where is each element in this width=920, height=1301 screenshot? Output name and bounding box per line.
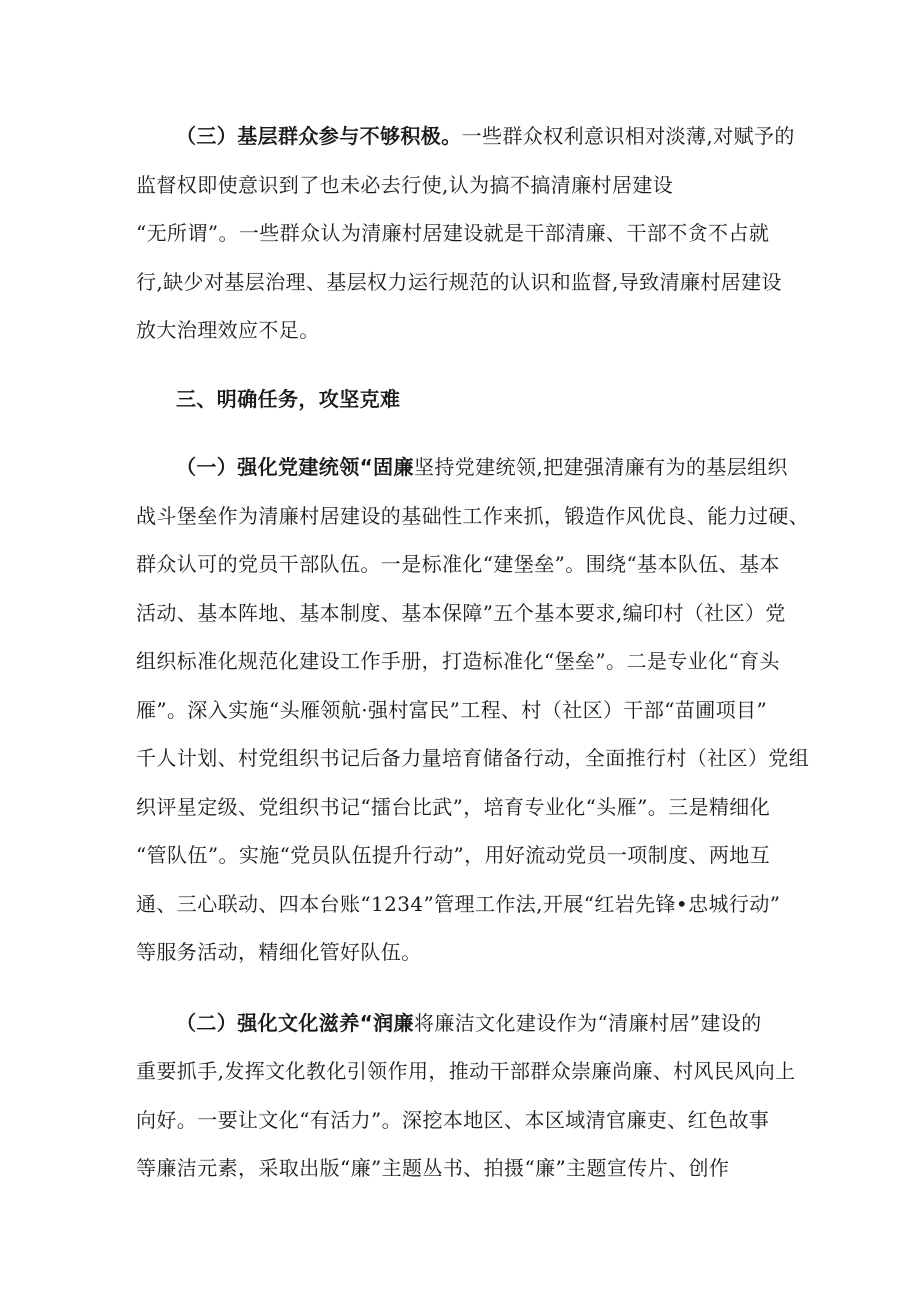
paragraph-line: 等服务活动，精细化管好队伍。 [136,940,422,964]
document-page [136,112,810,1193]
paragraph-text: 坚持党建统领,把建强清廉有为的基层组织 [413,455,788,479]
paragraph-lead: （一）强化党建统领“固廉 [176,455,414,479]
paragraph-line: 织评星定级、党组织书记“擂台比武”，培育专业化“头雁”。三是精细化 [136,794,771,819]
paragraph-line: 监督权即使意识到了也未必去行使,认为搞不搞清廉村居建设 [136,172,674,197]
paragraph-line: 战斗堡垒作为清廉村居建设的基础性工作来抓，锻造作风优良、能力过硬、 [136,503,810,528]
paragraph-culture [136,999,796,1193]
paragraph-line: 组织标准化规范化建设工作手册，打造标准化“堡垒”。二是专业化“育头 [136,649,780,673]
paragraph-lead: （三）基层群众参与不够积极。 [176,124,462,148]
spacer [136,977,791,999]
paragraph-line: 放大治理效应不足。 [136,318,320,342]
paragraph-line: 雁”。深入实施“头雁领航·强村富民”工程、村（社区）干部“苗圃项目” [136,697,768,722]
paragraph-text: 将廉洁文化建设作为“清廉村居”建设的 [413,1010,762,1035]
paragraph-line: 通、三心联动、四本台账“1234”管理工作法,开展“红岩先锋•忠城行动” [136,891,781,916]
paragraph-line [136,999,791,1048]
paragraph-lead: （二）强化文化滋养“润廉 [176,1010,414,1035]
section-heading: 三、明确任务，攻坚克难 [176,386,401,411]
paragraph-grassroots-participation [136,112,795,355]
spacer [136,423,791,443]
paragraph-text: 一些群众权利意识相对淡薄,对赋予的 [461,124,795,148]
paragraph-line [136,112,795,161]
paragraph-line [136,443,791,492]
paragraph-line: “无所谓”。一些群众认为清廉村居建设就是干部清廉、干部不贪不占就 [136,221,770,245]
paragraph-line: 等廉洁元素，采取出版“廉”主题丛书、拍摄“廉”主题宣传片、创作 [136,1156,730,1180]
paragraph-line: 行,缺少对基层治理、基层权力运行规范的认识和监督,导致清廉村居建设 [136,269,782,294]
paragraph-line: 群众认可的党员干部队伍。一是标准化“建堡垒”。围绕“基本队伍、基本 [136,552,780,576]
paragraph-line: “管队伍”。实施“党员队伍提升行动”，用好流动党员一项制度、两地互 [136,843,771,867]
paragraph-line: 活动、基本阵地、基本制度、基本保障”五个基本要求,编印村（社区）党 [136,600,786,625]
paragraph-line: 重要抓手,发挥文化教化引领作用，推动干部群众崇廉尚廉、村风民风向上 [136,1059,796,1083]
paragraph-party-building [136,443,810,977]
paragraph-line: 千人计划、村党组织书记后备力量培育储备行动，全面推行村（社区）党组 [136,746,810,770]
spacer [136,355,791,375]
paragraph-line: 向好。一要让文化“有活力”。深挖本地区、本区域清官廉吏、红色故事 [136,1107,770,1132]
